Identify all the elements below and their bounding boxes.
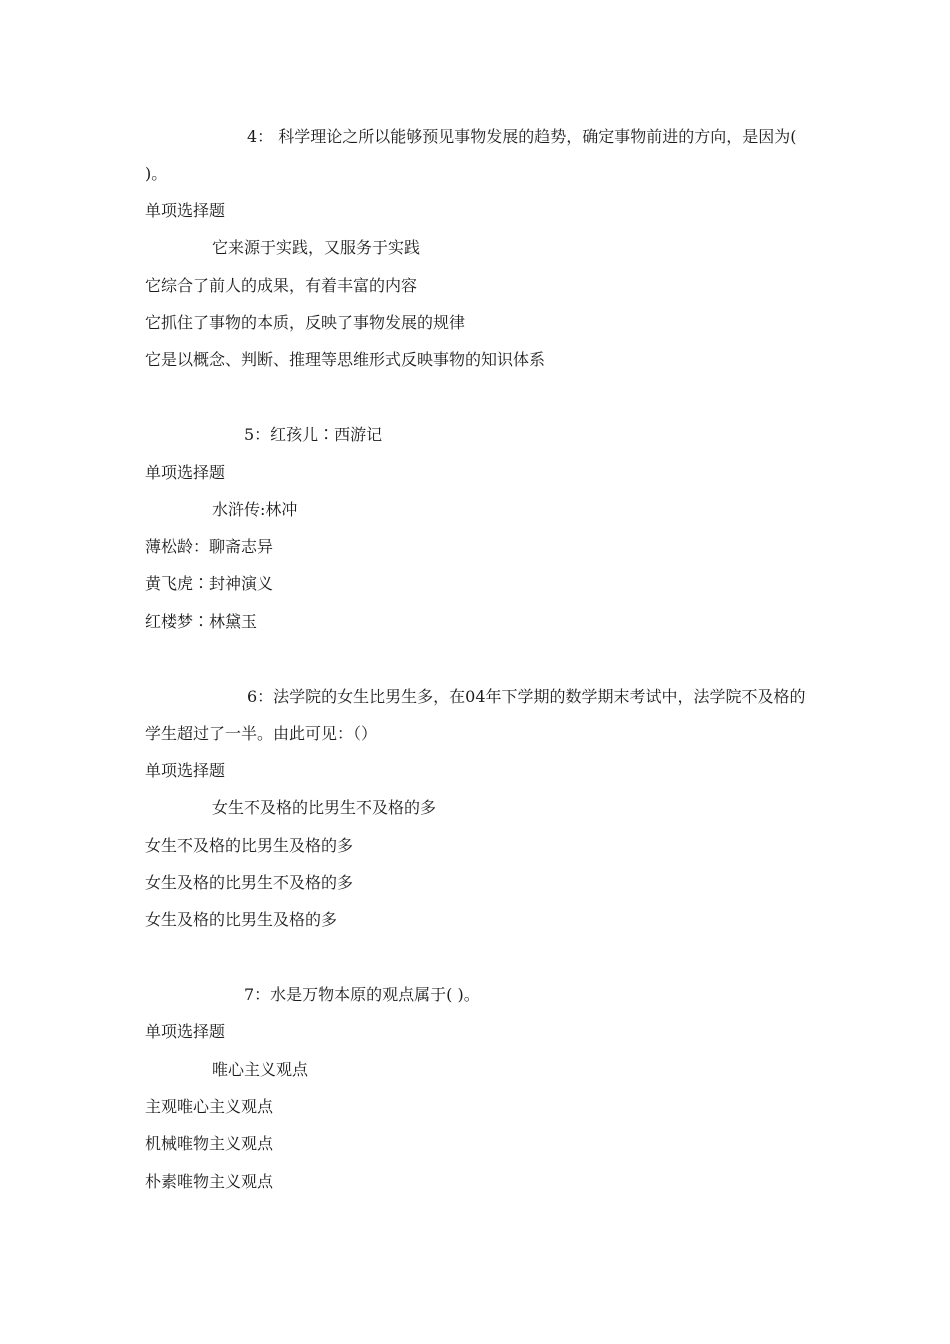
question-6-stem: 6：法学院的女生比男生多，在04年下学期的数学期末考试中，法学院不及格的学生超过了一半。由此可见：（） [145, 687, 806, 743]
question-7-type: 单项选择题 [145, 1022, 226, 1041]
question-4-option-b: 它综合了前人的成果，有着丰富的内容 [145, 276, 418, 295]
question-4-type: 单项选择题 [145, 201, 226, 220]
question-7-stem: 7：水是万物本原的观点属于( )。 [244, 985, 480, 1004]
question-5-stem: 5：红孩儿∶西游记 [244, 425, 383, 444]
question-4-option-a: 它来源于实践，又服务于实践 [212, 238, 421, 257]
question-5-option-a: 水浒传:林冲 [212, 500, 298, 519]
question-5-option-c: 黄飞虎∶封神演义 [145, 574, 274, 593]
question-6-type: 单项选择题 [145, 761, 226, 780]
question-4-option-c: 它抓住了事物的本质，反映了事物发展的规律 [145, 313, 466, 332]
question-6-option-d: 女生及格的比男生及格的多 [145, 910, 338, 929]
question-5-option-b: 薄松龄：聊斋志异 [145, 537, 274, 556]
question-5-type: 单项选择题 [145, 463, 226, 482]
question-5-option-d: 红楼梦∶林黛玉 [145, 612, 258, 631]
question-7-option-b: 主观唯心主义观点 [145, 1097, 274, 1116]
question-7-option-d: 朴素唯物主义观点 [145, 1172, 274, 1191]
question-6-option-a: 女生不及格的比男生不及格的多 [212, 798, 437, 817]
question-4-option-d: 它是以概念、判断、推理等思维形式反映事物的知识体系 [145, 350, 546, 369]
question-4-stem: 4： 科学理论之所以能够预见事物发展的趋势，确定事物前进的方向，是因为( )。 [145, 127, 797, 183]
question-6-option-c: 女生及格的比男生不及格的多 [145, 873, 354, 892]
question-7-option-a: 唯心主义观点 [212, 1060, 309, 1079]
question-7-option-c: 机械唯物主义观点 [145, 1134, 274, 1153]
question-6-option-b: 女生不及格的比男生及格的多 [145, 836, 354, 855]
